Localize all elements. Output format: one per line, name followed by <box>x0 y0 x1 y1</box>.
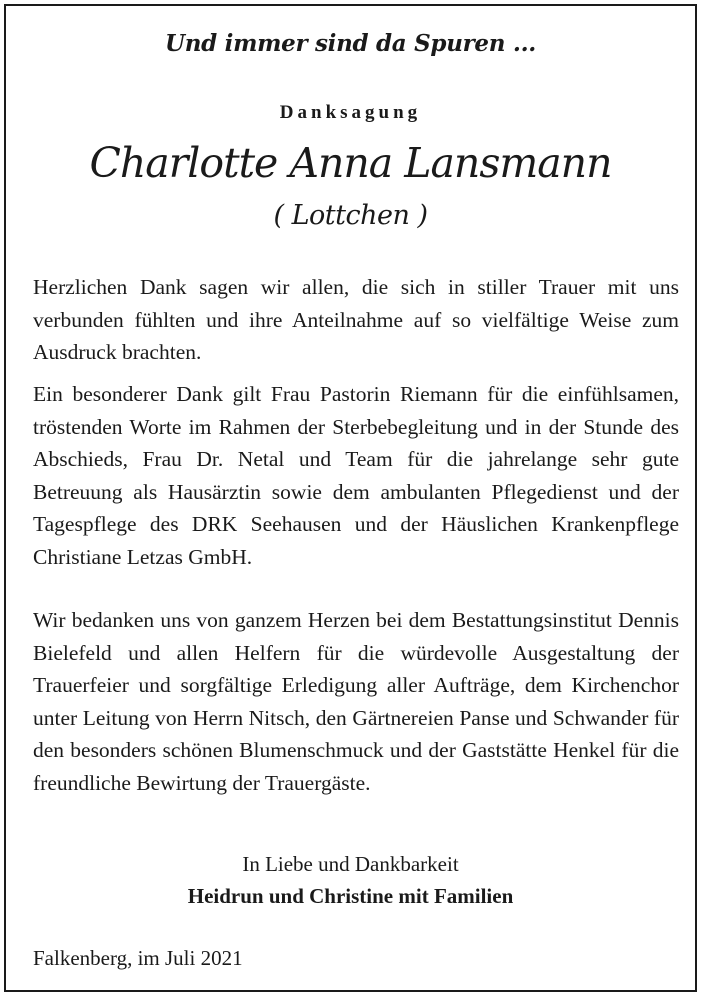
closing-line: In Liebe und Dankbarkeit <box>242 852 459 876</box>
thanks-paragraph-1: Herzlichen Dank sagen wir allen, die sich in stiller Trauer mit uns verbunden fühlten und ihre Anteilnahme auf so vielfältige Weise zum Ausdruck brachten. <box>33 275 679 365</box>
deceased-name: Charlotte Anna Lansmann <box>89 139 612 187</box>
obituary-notice <box>4 4 697 992</box>
deceased-nickname: ( Lottchen ) <box>273 200 428 231</box>
thanks-paragraph-2: Ein besonderer Dank gilt Frau Pastorin Riemann für die einfühlsamen, tröstenden Worte im Rahmen der Sterbebegleitung und in der Stunde des Abschieds, Frau Dr. Netal und Team für die jahrelange sehr gute Betreuung als Hausärztin sowie dem ambulanten Pflegedienst und der Tagespflege des DRK Seehausen und der Häuslichen Krankenpflege Christiane Letzas GmbH. <box>33 382 679 569</box>
signers-line: Heidrun und Christine mit Familien <box>187 884 514 908</box>
heading-danksagung: Danksagung <box>279 102 422 123</box>
thanks-paragraph-3: Wir bedanken uns von ganzem Herzen bei dem Bestattungsinstitut Dennis Bielefeld und allen Helfern für die würdevolle Ausgestaltung der Trauerfeier und sorgfältige Erledigung aller Aufträge, dem Kirchenchor unter Leitung von Herrn Nitsch, den Gärtnereien Panse und Schwander für den besonders schönen Blumenschmuck und der Gaststätte Henkel für die freundliche Bewirtung der Trauergäste. <box>33 608 679 795</box>
place-and-date: Falkenberg, im Juli 2021 <box>33 946 243 970</box>
motto-line: Und immer sind da Spuren ... <box>164 30 537 57</box>
